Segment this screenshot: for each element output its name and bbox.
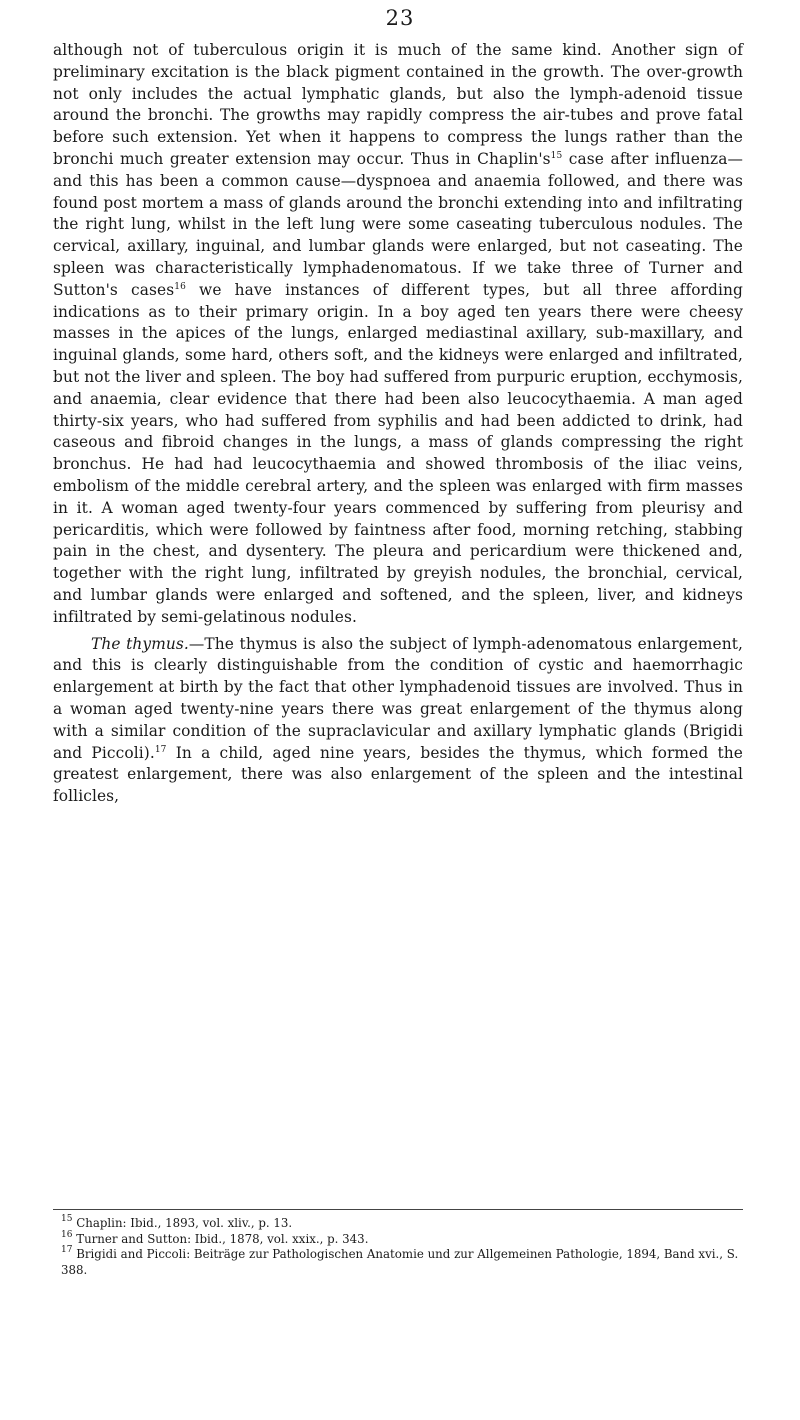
footnote-ref: 15 — [550, 150, 563, 161]
page-number: 23 — [385, 6, 415, 30]
footnotes — [53, 1216, 743, 1278]
footnote — [53, 1229, 743, 1248]
paragraph-text: —The thymus is also the subject of lymph-adenomatous enlargement, and this is clearly distinguishable from the condition of cystic and haemorrhagic enlargement at birth by the fact that other lymphadenoid tissues are involved. Thus in a woman aged twenty-nine years there was great enlargement of the thymus along with a similar condition of the supraclavicular and axillary lymphatic glands (Brigidi and Piccoli). — [53, 634, 743, 762]
paragraph-tuberculous-origin — [53, 40, 743, 629]
footnote-text: Chaplin: Ibid., 1893, vol. xliv., p. 13. — [72, 1216, 293, 1230]
footnote-divider — [53, 1209, 743, 1210]
footnote-text: Brigidi and Piccoli: Beiträge zur Pathologischen Anatomie und zur Allgemeinen Pathologie, 1894, Band xvi., S. 388. — [61, 1247, 739, 1277]
section-heading: The thymus. — [91, 634, 189, 653]
body-text — [53, 40, 743, 808]
footnote-ref: 16 — [174, 281, 186, 292]
paragraph-text: case after influenza—and this has been a common cause—dyspnoea and anaemia followed, and there was found post mortem a mass of glands around the bronchi extending into and infiltrating the right lung, whilst in the left lung were some caseating tuberculous nodules. The cervical, axillary, inguinal, and lumbar glands were enlarged, but not caseating. The spleen was characteristically lymphadenomatous. If we take three of Turner and Sutton's cases — [53, 149, 743, 299]
paragraph-text: In a child, aged nine years, besides the thymus, which formed the greatest enlargement, there was also enlargement of the spleen and the intestinal follicles, — [53, 743, 743, 806]
footnote — [53, 1247, 743, 1278]
footnote-ref: 17 — [154, 744, 167, 755]
footnote — [53, 1216, 743, 1232]
paragraph-text: although not of tuberculous origin it is much of the same kind. Another sign of preliminary excitation is the black pigment contained in the growth. The over-growth not only includes the actual lymphatic glands, but also the lymph-adenoid tissue around the bronchi. The growths may rapidly compress the air-tubes and prove fatal before such extension. Yet when it happens to compress the lungs rather than the bronchi much greater extension may occur. Thus in Chaplin's — [53, 41, 743, 168]
footnote-text: Turner and Sutton: Ibid., 1878, vol. xxix., p. 343. — [72, 1231, 369, 1246]
paragraph-text: we have instances of different types, but all three affording indications as to their primary origin. In a boy aged ten years there were cheesy masses in the apices of the lungs, enlarged mediastinal axillary, sub-maxillary, and inguinal glands, some hard, others soft, and the kidneys were enlarged and infiltrated, but not the liver and spleen. The boy had suffered from purpuric eruption, ecchymosis, and anaemia, clear evidence that there had been also leucocythaemia. A man aged thirty-six years, who had suffered from syphilis and had been addicted to drink, had caseous and fibroid changes in the lungs, a mass of glands compressing the right bronchus. He had had leucocythaemia and showed thrombosis of the iliac veins, embolism of the middle cerebral artery, and the spleen was enlarged with firm masses in it. A woman aged twenty-four years commenced by suffering from pleurisy and pericarditis, which were followed by faintness after food, morning retching, stabbing pain in the chest, and dysentery. The pleura and pericardium were thickened and, together with the right lung, infiltrated by greyish nodules, the bronchial, cervical, and lumbar glands were enlarged and softened, and the spleen, liver, and kidneys infiltrated by semi-gelatinous nodules. — [53, 280, 743, 626]
footnote-number: 17 — [61, 1245, 73, 1255]
footnote-number: 16 — [61, 1229, 73, 1240]
paragraph-thymus — [53, 634, 743, 808]
footnote-number: 15 — [61, 1214, 73, 1224]
